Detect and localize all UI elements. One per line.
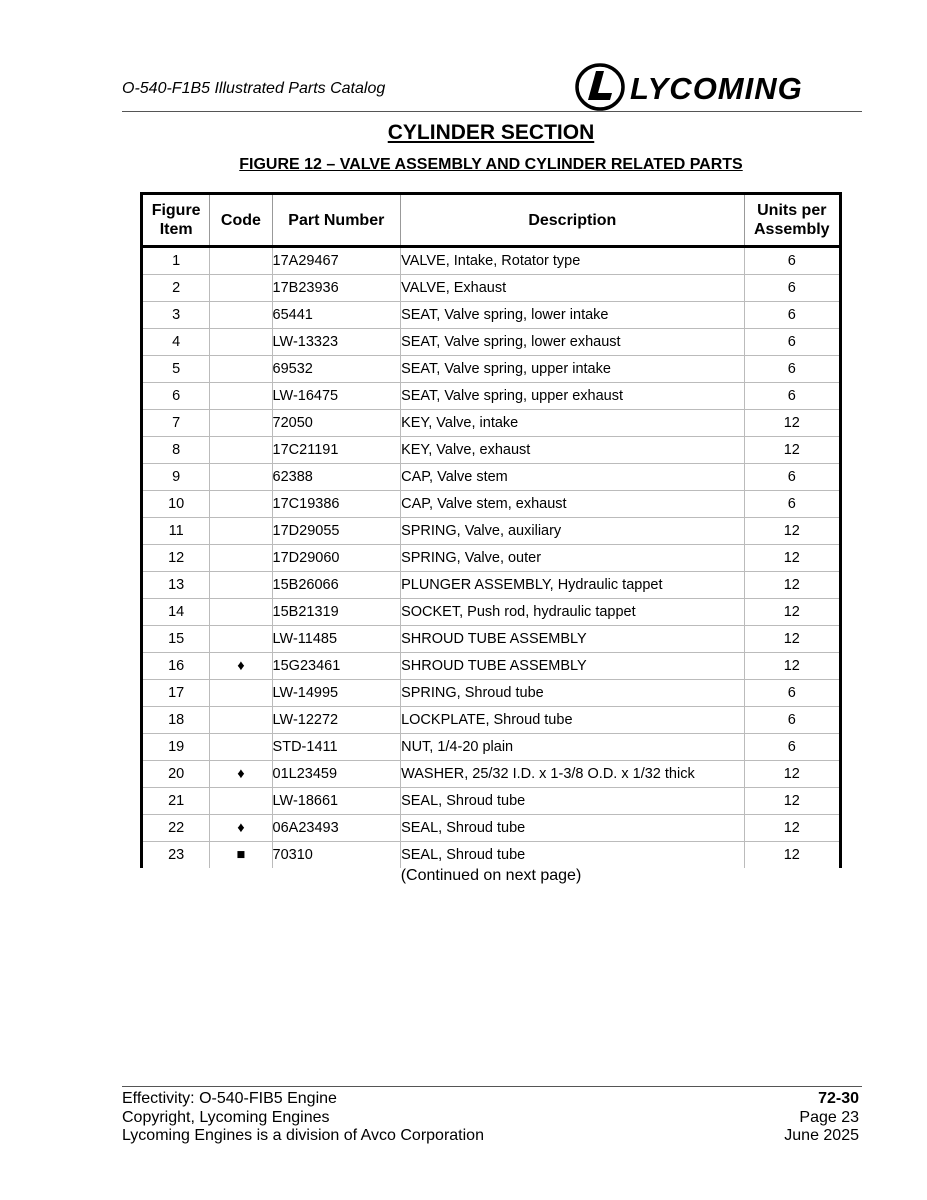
cell-part-number: STD-1411: [272, 734, 401, 761]
cell-description: SEAT, Valve spring, upper exhaust: [401, 383, 744, 410]
cell-code: [210, 545, 272, 572]
cell-figure-item: 23: [142, 842, 210, 869]
cell-figure-item: 4: [142, 329, 210, 356]
cell-units: 12: [744, 842, 840, 869]
table-row: [142, 247, 841, 275]
cell-code: [210, 518, 272, 545]
table-row: [142, 680, 841, 707]
cell-code: [210, 491, 272, 518]
table-row: [142, 572, 841, 599]
cell-part-number: 17C21191: [272, 437, 401, 464]
table-row: [142, 302, 841, 329]
cell-part-number: LW-11485: [272, 626, 401, 653]
cell-description: PLUNGER ASSEMBLY, Hydraulic tappet: [401, 572, 744, 599]
col-header-description: Description: [401, 194, 744, 247]
catalog-title: O-540-F1B5 Illustrated Parts Catalog: [122, 80, 386, 97]
cell-code: [210, 707, 272, 734]
continued-note: (Continued on next page): [400, 867, 582, 884]
table-row: [142, 788, 841, 815]
cell-part-number: 65441: [272, 302, 401, 329]
cell-description: SPRING, Shroud tube: [401, 680, 744, 707]
cell-units: 6: [744, 383, 840, 410]
table-row: [142, 518, 841, 545]
parts-table-body: [142, 247, 841, 869]
cell-units: 6: [744, 680, 840, 707]
figure-title: FIGURE 12 – VALVE ASSEMBLY AND CYLINDER RELATED PARTS: [239, 156, 743, 173]
cell-code: [210, 329, 272, 356]
table-row: [142, 626, 841, 653]
footer-copyright: Copyright, Lycoming Engines: [122, 1108, 330, 1126]
cell-units: 12: [744, 653, 840, 680]
cell-description: VALVE, Intake, Rotator type: [401, 247, 744, 275]
cell-code: [210, 572, 272, 599]
cell-code: ♦: [210, 761, 272, 788]
cell-figure-item: 7: [142, 410, 210, 437]
cell-units: 12: [744, 572, 840, 599]
cell-part-number: 17D29055: [272, 518, 401, 545]
parts-table: [140, 192, 842, 868]
cell-code: ♦: [210, 653, 272, 680]
cell-units: 12: [744, 437, 840, 464]
table-row: [142, 275, 841, 302]
table-row: [142, 815, 841, 842]
cell-description: SPRING, Valve, outer: [401, 545, 744, 572]
cell-part-number: LW-13323: [272, 329, 401, 356]
cell-units: 12: [744, 518, 840, 545]
cell-description: SEAT, Valve spring, lower intake: [401, 302, 744, 329]
table-row: [142, 491, 841, 518]
cell-units: 6: [744, 329, 840, 356]
cell-part-number: 15G23461: [272, 653, 401, 680]
cell-part-number: 01L23459: [272, 761, 401, 788]
cell-code: [210, 410, 272, 437]
cell-part-number: 15B21319: [272, 599, 401, 626]
cell-part-number: 17B23936: [272, 275, 401, 302]
cell-units: 6: [744, 247, 840, 275]
cell-figure-item: 6: [142, 383, 210, 410]
cell-part-number: LW-16475: [272, 383, 401, 410]
cell-description: SOCKET, Push rod, hydraulic tappet: [401, 599, 744, 626]
cell-figure-item: 18: [142, 707, 210, 734]
cell-figure-item: 8: [142, 437, 210, 464]
cell-figure-item: 21: [142, 788, 210, 815]
section-title: CYLINDER SECTION: [387, 121, 595, 144]
cell-units: 12: [744, 815, 840, 842]
cell-description: NUT, 1/4-20 plain: [401, 734, 744, 761]
cell-figure-item: 10: [142, 491, 210, 518]
footer-chapter: 72-30: [818, 1090, 859, 1107]
cell-code: ♦: [210, 815, 272, 842]
footer-date: June 2025: [784, 1127, 859, 1144]
table-row: [142, 356, 841, 383]
cell-figure-item: 1: [172, 253, 181, 269]
table-row: [142, 437, 841, 464]
cell-figure-item: 13: [142, 572, 210, 599]
cell-code: ■: [210, 842, 272, 869]
cell-description: KEY, Valve, exhaust: [401, 437, 744, 464]
footer-division: Lycoming Engines is a division of Avco Corporation: [122, 1127, 484, 1144]
cell-description: CAP, Valve stem, exhaust: [401, 491, 744, 518]
cell-code: [210, 356, 272, 383]
cell-code: [210, 734, 272, 761]
cell-part-number: 15B26066: [272, 572, 401, 599]
cell-figure-item: 22: [142, 815, 210, 842]
cell-units: 12: [744, 761, 840, 788]
cell-code: [210, 275, 272, 302]
cell-part-number: 17C19386: [272, 491, 401, 518]
table-row: [142, 410, 841, 437]
cell-description: LOCKPLATE, Shroud tube: [401, 707, 744, 734]
cell-part-number: LW-18661: [272, 788, 401, 815]
table-row: [142, 761, 841, 788]
cell-part-number: LW-14995: [272, 680, 401, 707]
table-row: [142, 653, 841, 680]
footer-divider: [122, 1086, 862, 1087]
cell-description: SHROUD TUBE ASSEMBLY: [401, 653, 744, 680]
logo-wordmark: LYCOMING: [630, 71, 803, 106]
cell-description: SEAL, Shroud tube: [401, 842, 744, 869]
footer-left: [122, 1090, 484, 1146]
cell-code: [210, 788, 272, 815]
table-row: [142, 842, 841, 869]
cell-figure-item: 15: [142, 626, 210, 653]
cell-figure-item: 17: [142, 680, 210, 707]
cell-description: VALVE, Exhaust: [401, 275, 744, 302]
col-header-units: Units per Assembly: [744, 194, 840, 247]
table-row: [142, 383, 841, 410]
cell-units: 6: [744, 707, 840, 734]
cell-description: CAP, Valve stem: [401, 464, 744, 491]
cell-figure-item: 2: [142, 275, 210, 302]
cell-description: SEAT, Valve spring, lower exhaust: [401, 329, 744, 356]
cell-description: WASHER, 25/32 I.D. x 1-3/8 O.D. x 1/32 thick: [401, 761, 744, 788]
cell-part-number: 17A29467: [272, 247, 401, 275]
cell-units: 12: [744, 410, 840, 437]
table-row: [142, 734, 841, 761]
cell-units: 6: [744, 734, 840, 761]
cell-part-number: 70310: [272, 842, 401, 869]
cell-figure-item: 11: [142, 518, 210, 545]
cell-code: [210, 247, 272, 275]
cell-description: SEAL, Shroud tube: [401, 815, 744, 842]
cell-description: SHROUD TUBE ASSEMBLY: [401, 626, 744, 653]
cell-units: 12: [744, 788, 840, 815]
cell-units: 12: [744, 545, 840, 572]
cell-description: SEAL, Shroud tube: [401, 788, 744, 815]
cell-code: [210, 464, 272, 491]
cell-figure-item: 9: [142, 464, 210, 491]
cell-description: SPRING, Valve, auxiliary: [401, 518, 744, 545]
footer-effectivity: Effectivity: O-540-FIB5 Engine: [122, 1090, 337, 1107]
cell-figure-item: 19: [142, 734, 210, 761]
cell-units: 6: [744, 356, 840, 383]
cell-code: [210, 437, 272, 464]
cell-figure-item: 12: [142, 545, 210, 572]
footer-page-number: Page 23: [799, 1108, 859, 1126]
cell-code: [210, 302, 272, 329]
cell-figure-item: 14: [142, 599, 210, 626]
lycoming-logo: [574, 63, 864, 111]
table-row: [142, 329, 841, 356]
cell-description: SEAT, Valve spring, upper intake: [401, 356, 744, 383]
cell-part-number: 69532: [272, 356, 401, 383]
cell-code: [210, 383, 272, 410]
cell-code: [210, 680, 272, 707]
cell-code: [210, 599, 272, 626]
header-divider: [122, 111, 862, 112]
table-header-row: [142, 194, 841, 247]
footer-right: [784, 1090, 859, 1146]
cell-units: 6: [744, 275, 840, 302]
cell-figure-item: 3: [142, 302, 210, 329]
cell-part-number: 62388: [272, 464, 401, 491]
cell-part-number: 06A23493: [272, 815, 401, 842]
cell-units: 6: [744, 464, 840, 491]
cell-units: 12: [744, 626, 840, 653]
cell-figure-item: 20: [142, 761, 210, 788]
cell-part-number: 72050: [272, 410, 401, 437]
cell-code: [210, 626, 272, 653]
cell-part-number: LW-12272: [272, 707, 401, 734]
table-row: [142, 707, 841, 734]
cell-figure-item: 5: [142, 356, 210, 383]
cell-description: KEY, Valve, intake: [401, 410, 744, 437]
cell-units: 6: [744, 491, 840, 518]
cell-units: 6: [744, 302, 840, 329]
table-row: [142, 464, 841, 491]
col-header-part-number: Part Number: [272, 194, 401, 247]
cell-units: 12: [744, 599, 840, 626]
cell-figure-item: 16: [142, 653, 210, 680]
col-header-code: Code: [210, 194, 272, 247]
table-row: [142, 599, 841, 626]
cell-part-number: 17D29060: [272, 545, 401, 572]
table-row: [142, 545, 841, 572]
col-header-figure-item: Figure Item: [142, 194, 210, 247]
